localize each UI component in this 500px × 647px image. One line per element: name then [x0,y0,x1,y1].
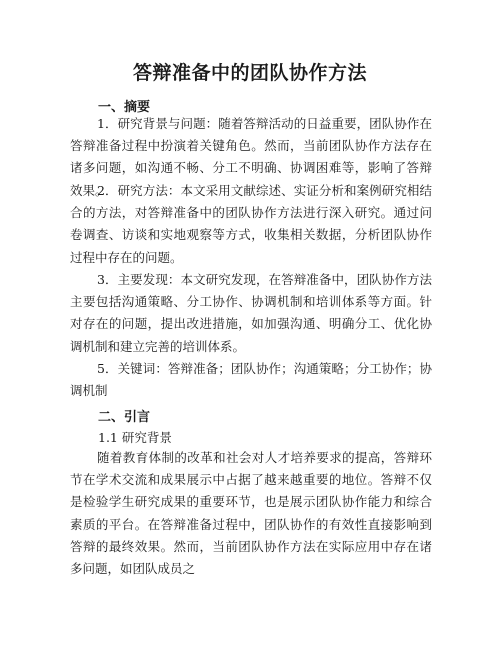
section-heading-intro: 二、引言 [98,410,151,425]
paragraph-keywords: 5．关键词：答辩准备；团队协作；沟通策略；分工协作；协调机制 [70,361,432,399]
paragraph-findings: 3．主要发现：本文研究发现，在答辩准备中，团队协作方法主要包括沟通策略、分工协作、协调机制和培训体系等方面。针对存在的问题，提出改进措施，如加强沟通、明确分工、优化协调机制和建立完善的培训体系。 [70,272,432,354]
paragraph-method: 2．研究方法：本文采用文献综述、实证分析和案例研究相结合的方法，对答辩准备中的团队协作方法进行深入研究。通过问卷调查、访谈和实地观察等方式，收集相关数据，分析团队协作过程中存在的问题。 [70,183,432,265]
document-title: 答辩准备中的团队协作方法 [132,62,367,84]
paragraph-background: 1．研究背景与问题：随着答辩活动的日益重要，团队协作在答辩准备过程中扮演着关键角色。然而，当前团队协作方法存在诸多问题，如沟通不畅、分工不明确、协调困难等，影响了答辩效果。 [70,116,432,198]
subsection-heading-background: 1.1 研究背景 [98,430,172,445]
section-heading-abstract: 一、摘要 [98,100,151,115]
paragraph-intro-background: 随着教育体制的改革和社会对人才培养要求的提高，答辩环节在学术交流和成果展示中占据了越来越重要的地位。答辩不仅是检验学生研究成果的重要环节，也是展示团队协作能力和综合素质的平台。在答辩准备过程中，团队协作的有效性直接影响到答辩的最终效果。然而，当前团队协作方法在实际应用中存在诸多问题，如团队成员之 [70,450,432,577]
